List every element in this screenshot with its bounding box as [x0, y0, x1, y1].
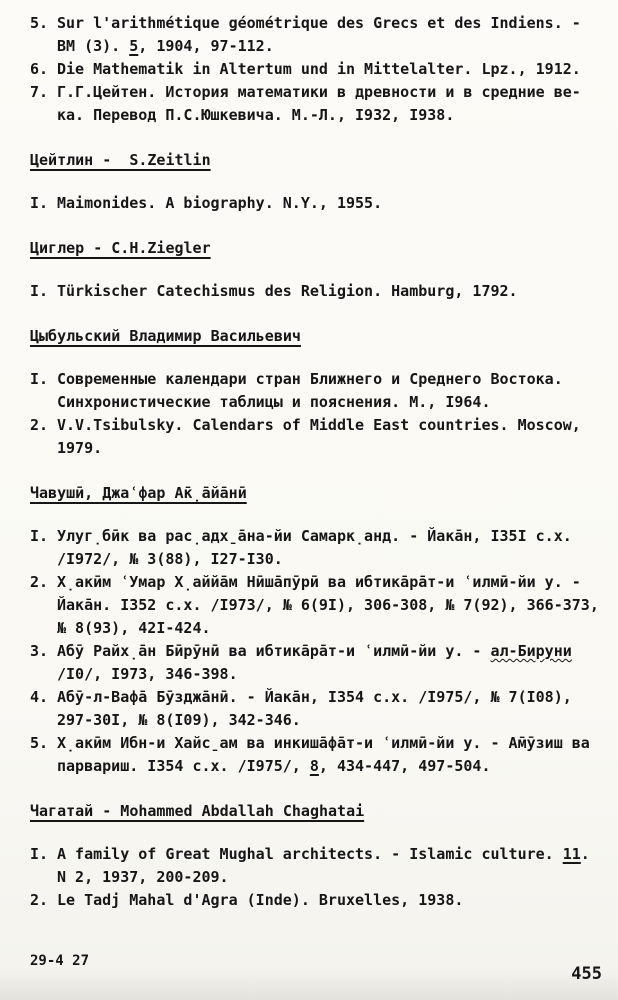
entry-line	[57, 843, 604, 866]
entry-line	[57, 709, 604, 732]
section-heading	[30, 237, 604, 260]
entry-text: /I972/, № 3(88), I27-I30.	[57, 550, 283, 568]
entry-line	[57, 368, 604, 391]
entry-text: /I0/, I973, 346-398.	[57, 665, 238, 683]
section-heading-text: Чагатай - Mohammed Abdallah Chaghatai	[30, 802, 365, 820]
entry-text: A family of Great Mughal architects. - Islamic culture.	[57, 845, 563, 863]
entry-number: 4.	[30, 688, 49, 706]
entry-number: 6.	[30, 60, 49, 78]
section-heading-text: Чавушӣ, Джаʿфар А̄к̣а̄йа̄нӣ	[30, 484, 247, 502]
bibliography-entry	[30, 280, 604, 303]
entry-line	[57, 192, 604, 215]
bibliography-entry	[30, 732, 604, 778]
entry-line	[57, 866, 604, 889]
entry-line	[57, 280, 604, 303]
entry-text: Türkischer Catechismus des Religion. Hamburg, 1792.	[57, 282, 518, 300]
entry-line	[57, 104, 604, 127]
entry-text: № 8(93), 42I-424.	[57, 619, 211, 637]
entry-number: 5.	[30, 734, 49, 752]
entry-number: 5.	[30, 14, 49, 32]
entry-line	[57, 437, 604, 460]
section-heading	[30, 800, 604, 823]
bibliography-entry	[30, 686, 604, 732]
bibliography-entry	[30, 58, 604, 81]
entry-text: 1979.	[57, 439, 103, 457]
entry-line	[57, 571, 604, 594]
entry-text: Г.Г.Цейтен. История математики в древности и в средние ве-	[57, 83, 581, 101]
underlined-text: 8	[309, 757, 319, 775]
print-code: 29-4 27	[30, 953, 90, 969]
entry-text: Абӯ-л-Вафа̄ Бӯзджа̄нӣ. - Йака̄н, I354 с.х. /I975/, № 7(I08),	[57, 688, 572, 706]
bibliography-entry	[30, 889, 604, 912]
entry-text: , 434-447, 497-504.	[318, 757, 491, 775]
entry-text: Йака̄н. I352 с.х. /I973/, № 6(9I), 306-308, № 7(92), 366-373,	[57, 596, 599, 614]
entry-number: I.	[30, 845, 49, 863]
entry-text: Современные календари стран Ближнего и Среднего Востока.	[57, 370, 563, 388]
bibliography-entry	[30, 640, 604, 686]
entry-number: I.	[30, 370, 49, 388]
entry-line	[57, 414, 604, 437]
entry-text: .	[580, 845, 590, 863]
section-heading	[30, 482, 604, 505]
entry-line	[57, 640, 604, 663]
wavy-underlined-text: ал-Бируни	[490, 642, 572, 660]
entry-text: V.V.Tsibulsky. Calendars of Middle East countries. Moscow,	[57, 416, 581, 434]
entry-text: Х̣акӣм ʿУмар Х̣аййа̄м Нӣша̄пӯрӣ ва ибтика̄ра̄т-и ʿилмӣ-йи у. -	[57, 573, 581, 591]
entry-number: I.	[30, 194, 49, 212]
entry-text: Die Mathematik in Altertum und in Mittelalter. Lpz., 1912.	[57, 60, 581, 78]
entry-number: I.	[30, 282, 49, 300]
page-number: 455	[571, 964, 602, 984]
entry-text: Sur l'arithmétique géométrique des Grecs et des Indiens. -	[57, 14, 581, 32]
entry-line	[57, 391, 604, 414]
entry-number: 7.	[30, 83, 49, 101]
section-heading-text: Циглер - C.H.Ziegler	[30, 239, 211, 257]
entry-line	[57, 732, 604, 755]
section-heading	[30, 149, 604, 172]
entry-number: 3.	[30, 642, 49, 660]
section-heading-text: Цыбульский Владимир Васильевич	[30, 327, 301, 345]
entry-text: Абӯ Райх̣а̄н Бӣрӯнӣ ва ибтика̄ра̄т-и ʿилмӣ-йи у. -	[57, 642, 491, 660]
entry-text: N 2, 1937, 200-209.	[57, 868, 229, 886]
underlined-text: 5	[129, 37, 139, 55]
entry-text: ка. Перевод П.С.Юшкевича. М.-Л., I932, I938.	[57, 106, 455, 124]
entry-line	[57, 755, 604, 778]
entry-number: 2.	[30, 573, 49, 591]
entry-line	[57, 81, 604, 104]
entry-text: 297-30I, № 8(I09), 342-346.	[57, 711, 301, 729]
section-heading	[30, 325, 604, 348]
entry-line	[57, 525, 604, 548]
bibliography-sections	[30, 12, 604, 912]
entry-text: , 1904, 97-112.	[138, 37, 274, 55]
entry-text: Maimonides. A biography. N.Y., 1955.	[57, 194, 383, 212]
entry-line	[57, 548, 604, 571]
entry-line	[57, 663, 604, 686]
entry-text: парвариш. I354 с.х. /I975/,	[57, 757, 310, 775]
entry-text: Улуг̣бӣк ва рас̣адх̱а̄на-йи Самарк̣анд. - Йака̄н, I35I с.х.	[57, 527, 572, 545]
bibliography-entry	[30, 81, 604, 127]
entry-line	[57, 35, 604, 58]
entry-text: Le Tadj Mahal d'Agra (Inde). Bruxelles, 1938.	[57, 891, 464, 909]
entry-line	[57, 686, 604, 709]
entry-line	[57, 617, 604, 640]
bibliography-entry	[30, 571, 604, 640]
section-heading-text: Цейтлин - S.Zeitlin	[30, 151, 211, 169]
entry-number: 2.	[30, 416, 49, 434]
entry-number: I.	[30, 527, 49, 545]
entry-line	[57, 12, 604, 35]
entry-line	[57, 594, 604, 617]
entry-text: Синхронистические таблицы и пояснения. М., I964.	[57, 393, 491, 411]
bibliography-entry	[30, 12, 604, 58]
entry-line	[57, 58, 604, 81]
underlined-text: 11	[562, 845, 581, 863]
entry-text: BM (3).	[57, 37, 130, 55]
bibliography-entry	[30, 414, 604, 460]
bibliography-entry	[30, 525, 604, 571]
bibliography-entry	[30, 192, 604, 215]
bibliography-entry	[30, 368, 604, 414]
entry-number: 2.	[30, 891, 49, 909]
bibliography-entry	[30, 843, 604, 889]
entry-text: Х̣акӣм Ибн-и Хайс̱ам ва инкиша̄фа̄т-и ʿилмӣ-йи у. - А̄мӯзиш ва	[57, 734, 590, 752]
entry-line	[57, 889, 604, 912]
